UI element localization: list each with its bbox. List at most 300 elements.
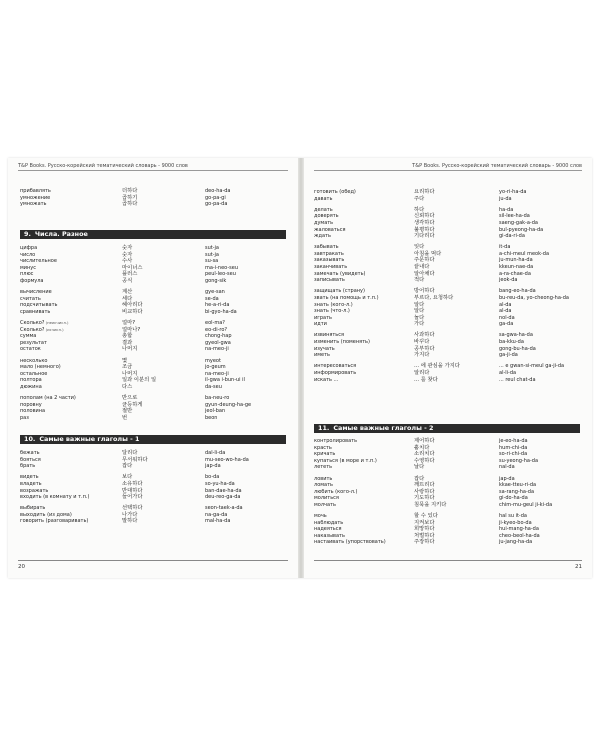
vocab-entry xyxy=(20,327,290,334)
korean-word: 공부하다 xyxy=(414,345,435,352)
russian-word: Сколько? (исчисл.) xyxy=(20,326,64,333)
transliteration: ma-i-neo-seu xyxy=(205,264,238,271)
transliteration: bu-reu-da, yo-cheong-ha-da xyxy=(499,294,569,301)
vocab-entry xyxy=(20,333,290,340)
russian-word: остальное xyxy=(20,370,48,377)
vocab-entry xyxy=(20,271,290,278)
transliteration: su-sa xyxy=(205,258,219,265)
korean-word: 숫자 xyxy=(122,251,133,258)
korean-word: 놀다 xyxy=(414,314,425,321)
transliteration: al-li-da xyxy=(499,369,517,376)
vocab-entry xyxy=(20,201,290,208)
vocab-entry xyxy=(314,257,584,264)
russian-word: молиться xyxy=(314,495,339,502)
section-heading xyxy=(20,230,286,239)
russian-word: кричать xyxy=(314,451,336,458)
transliteration: ... reul chat-da xyxy=(499,376,536,383)
vocab-entry xyxy=(314,189,584,196)
vocab-entry xyxy=(314,288,584,295)
russian-word: Сколько? (неисчисл.) xyxy=(20,320,69,326)
vocab-entry xyxy=(314,332,584,339)
korean-word: 요리하다 xyxy=(414,189,435,195)
russian-word: изменить (поменять) xyxy=(314,339,370,345)
korean-word: ... 에 관심을 가지다 xyxy=(414,363,460,370)
transliteration: hum-chi-da xyxy=(499,444,528,451)
korean-word: 불평하다 xyxy=(414,226,435,233)
transliteration: nal-da xyxy=(499,464,515,471)
vocab-entry xyxy=(20,195,290,202)
russian-word: мочь xyxy=(314,513,327,519)
korean-word: 제어하다 xyxy=(414,438,435,444)
korean-word: 비교하다 xyxy=(122,308,143,315)
transliteration: na-meo-ji xyxy=(205,346,229,353)
transliteration: gyun-deung-ha-ge xyxy=(205,401,252,408)
russian-word: пополам (на 2 части) xyxy=(20,395,76,401)
usage-note: (неисчисл.) xyxy=(44,320,69,325)
korean-word: 계산 xyxy=(122,289,133,296)
russian-word: ломать xyxy=(314,482,333,489)
russian-word: числительное xyxy=(20,258,57,265)
transliteration: bo-da xyxy=(205,474,220,481)
book-spread xyxy=(8,158,592,578)
russian-word: жаловаться xyxy=(314,226,346,233)
russian-word: формула xyxy=(20,278,44,284)
russian-word: защищать (страну) xyxy=(314,288,365,295)
korean-word: 끝내다 xyxy=(414,264,430,270)
korean-word: 알다 xyxy=(414,301,425,308)
transliteration: je-eo-ha-da xyxy=(499,438,528,444)
korean-word: 플러스 xyxy=(122,271,138,278)
korean-word: 할 수 있다 xyxy=(414,513,438,519)
transliteration: jap-da xyxy=(499,475,515,482)
section-title: Числа. Разное xyxy=(34,230,88,238)
right-page xyxy=(304,158,592,578)
russian-word: ждать xyxy=(314,233,331,240)
transliteration: jeok-da xyxy=(499,277,518,284)
korean-word: 나머지 xyxy=(122,346,138,353)
transliteration: yo-ri-ha-da xyxy=(499,189,527,195)
russian-word: плюс xyxy=(20,271,34,278)
transliteration: na-ga-da xyxy=(205,511,228,518)
transliteration: su-yeong-ha-da xyxy=(499,457,539,464)
vocab-entry xyxy=(20,474,290,481)
vocab-entry xyxy=(314,321,584,328)
vocab-entry xyxy=(314,213,584,220)
korean-word: 깨뜨리다 xyxy=(414,482,435,489)
russian-word: наказывать xyxy=(314,532,345,539)
russian-word: настаивать (упорствовать) xyxy=(314,539,386,546)
transliteration: hui-mang-ha-da xyxy=(499,526,539,533)
transliteration: sil-lee-ha-da xyxy=(499,213,530,220)
russian-word: думать xyxy=(314,219,334,226)
russian-word: число xyxy=(20,251,36,258)
transliteration: ju-jang-ha-da xyxy=(499,539,533,546)
russian-word: поровну xyxy=(20,401,42,408)
korean-word: 결과 xyxy=(122,339,133,346)
russian-word: цифра xyxy=(20,245,38,251)
russian-word: любить (кого-л.) xyxy=(314,488,358,495)
transliteration: cheo-beol-ha-da xyxy=(499,532,540,539)
vocab-entry xyxy=(20,494,290,501)
vocab-entry xyxy=(20,457,290,464)
korean-word: ... 를 찾다 xyxy=(414,376,438,383)
russian-word: замечать (увидеть) xyxy=(314,270,366,277)
vocab-entry xyxy=(20,320,290,327)
transliteration: deu-reo-ga-da xyxy=(205,494,241,501)
russian-word: искать ... xyxy=(314,376,339,383)
korean-word: 알다 xyxy=(414,308,425,315)
vocab-entry xyxy=(20,395,290,402)
russian-word: выходить (из дома) xyxy=(20,511,72,518)
russian-word: купаться (в море и т.п.) xyxy=(314,457,377,464)
korean-word: 조금 xyxy=(122,364,133,371)
russian-word: делать xyxy=(314,206,333,213)
korean-word: 공식 xyxy=(122,278,133,284)
vocab-entry xyxy=(314,520,584,527)
vocab-entry xyxy=(20,408,290,415)
korean-word: 균등하게 xyxy=(122,401,143,408)
russian-word: входить (в комнату и т.п.) xyxy=(20,494,90,501)
vocab-entry xyxy=(314,482,584,489)
korean-word: 하다 xyxy=(414,206,425,213)
korean-word: 반대하다 xyxy=(122,487,143,494)
transliteration: so-ri-chi-da xyxy=(499,451,528,458)
vocab-entry xyxy=(314,526,584,533)
transliteration: gong-sik xyxy=(205,278,227,284)
russian-word: заказывать xyxy=(314,257,345,264)
russian-word: знать (кого-л.) xyxy=(314,301,353,308)
transliteration: jo-geum xyxy=(205,364,226,371)
russian-word: изучать xyxy=(314,345,335,352)
vocab-entry xyxy=(20,188,290,195)
korean-word: 생각하다 xyxy=(414,219,435,226)
korean-word: 잊다 xyxy=(414,244,425,251)
vocab-entry xyxy=(20,505,290,512)
transliteration: bi-gyo-ha-da xyxy=(205,308,237,315)
vocab-entry xyxy=(314,438,584,445)
vocab-entry xyxy=(314,339,584,346)
korean-word: 주장하다 xyxy=(414,539,435,546)
russian-word: завтракать xyxy=(314,250,344,257)
vocab-entry xyxy=(314,277,584,284)
russian-word: молчать xyxy=(314,501,336,508)
russian-word: видеть xyxy=(20,474,39,481)
transliteration: saeng-gak-a-da xyxy=(499,219,538,226)
russian-word: иметь xyxy=(314,352,330,359)
korean-word: 기다리다 xyxy=(414,233,435,240)
russian-word: информировать xyxy=(314,369,357,376)
transliteration: gye-san xyxy=(205,289,225,296)
transliteration: eo-di-ro? xyxy=(205,326,228,333)
transliteration: jap-da xyxy=(205,463,221,470)
korean-word: 부르다, 요청하다 xyxy=(414,294,454,301)
transliteration: ju-da xyxy=(499,195,512,202)
korean-word: 말하다 xyxy=(122,518,138,525)
vocab-entry xyxy=(20,415,290,422)
korean-word: 숫자 xyxy=(122,245,133,251)
russian-word: бояться xyxy=(20,456,41,463)
russian-word: контролировать xyxy=(314,438,358,444)
vocab-entry xyxy=(20,278,290,285)
korean-word: 아침을 먹다 xyxy=(414,250,442,257)
vocab-entry xyxy=(314,489,584,496)
section-number: 11. xyxy=(318,424,330,432)
korean-word: 침묵을 지키다 xyxy=(414,501,447,508)
transliteration: ... e gwan-si-meul ga-ji-da xyxy=(499,363,565,370)
transliteration: chong-hap xyxy=(205,333,232,340)
footer-rule xyxy=(18,560,288,561)
russian-word: идти xyxy=(314,321,327,328)
vocab-entry xyxy=(314,370,584,377)
vocab-entry xyxy=(314,464,584,471)
footer-rule xyxy=(314,560,582,561)
korean-word: 일과 이분의 일 xyxy=(122,377,157,384)
running-header: T&P Books. Русско-корейский тематический словарь - 9000 слов xyxy=(412,163,582,169)
transliteration: ji-kyeo-bo-da xyxy=(499,519,532,526)
korean-word: 지켜보다 xyxy=(414,519,435,526)
russian-word: бежать xyxy=(20,450,40,456)
russian-word: раз xyxy=(20,414,29,421)
vocab-entry xyxy=(314,539,584,546)
russian-word: возражать xyxy=(20,487,49,494)
russian-word: мало (немного) xyxy=(20,364,61,371)
korean-word: 헤아리다 xyxy=(122,302,143,309)
vocab-entry xyxy=(314,315,584,322)
vocab-entry xyxy=(20,364,290,371)
vocab-entry xyxy=(20,346,290,353)
transliteration: ba-neu-ro xyxy=(205,395,230,401)
russian-word: извиняться xyxy=(314,332,344,339)
russian-word: остаток xyxy=(20,346,41,353)
transliteration: da-seu xyxy=(205,383,222,390)
korean-word: 선택하다 xyxy=(122,505,143,512)
korean-word: 들어가다 xyxy=(122,494,143,501)
russian-word: вычисление xyxy=(20,289,52,296)
transliteration: na-meo-ji xyxy=(205,370,229,377)
korean-word: 사랑하다 xyxy=(414,488,435,495)
korean-word: 주문하다 xyxy=(414,257,435,264)
vocab-entry xyxy=(314,445,584,452)
vocab-entry xyxy=(314,227,584,234)
vocab-entry xyxy=(314,451,584,458)
transliteration: sa-rang-ha-da xyxy=(499,488,535,495)
vocab-entry xyxy=(314,207,584,214)
transliteration: bang-eo-ha-da xyxy=(499,288,536,295)
russian-word: готовить (обед) xyxy=(314,189,356,195)
vocab-entry xyxy=(314,513,584,520)
vocab-entry xyxy=(314,302,584,309)
korean-word: 곱하다 xyxy=(122,201,138,208)
korean-word: 잡다 xyxy=(122,463,133,470)
vocab-entry xyxy=(314,308,584,315)
russian-word: давать xyxy=(314,195,333,202)
header-rule xyxy=(18,170,288,171)
vocab-entry xyxy=(20,377,290,384)
page-number: 20 xyxy=(18,564,25,570)
russian-word: забывать xyxy=(314,244,339,251)
vocab-entry xyxy=(20,450,290,457)
page-number: 21 xyxy=(575,564,582,570)
vocab-entry xyxy=(314,533,584,540)
korean-word: 몇 xyxy=(122,357,128,364)
vocab-entry xyxy=(314,377,584,384)
russian-word: выбирать xyxy=(20,505,46,512)
transliteration: dal-li-da xyxy=(205,450,226,456)
transliteration: a-ra-chae-da xyxy=(499,270,531,277)
russian-word: наблюдать xyxy=(314,519,344,526)
transliteration: kkae-tteu-ri-da xyxy=(499,482,537,489)
vocab-entry xyxy=(20,340,290,347)
korean-word: 방어하다 xyxy=(414,288,435,295)
vocab-entry xyxy=(314,295,584,302)
korean-word: 나머지 xyxy=(122,370,138,377)
korean-word: 알아채다 xyxy=(414,270,435,277)
korean-word: 세다 xyxy=(122,295,133,302)
vocab-entry xyxy=(20,402,290,409)
transliteration: al-da xyxy=(499,308,512,315)
transliteration: il-gwa i-bun-ui il xyxy=(205,377,245,384)
vocab-entry xyxy=(314,244,584,251)
russian-word: половина xyxy=(20,408,46,415)
korean-word: 더하다 xyxy=(122,188,138,194)
vocab-entry xyxy=(20,358,290,365)
transliteration: gyeol-gwa xyxy=(205,339,231,346)
korean-word: 보다 xyxy=(122,474,133,481)
korean-word: 소유하다 xyxy=(122,480,143,487)
korean-word: 얼마나? xyxy=(122,326,141,333)
korean-word: 수사 xyxy=(122,258,133,265)
korean-word: 수영하다 xyxy=(414,457,435,464)
russian-word: сравнивать xyxy=(20,308,51,315)
vocab-entry xyxy=(314,271,584,278)
vocab-entry xyxy=(314,251,584,258)
russian-word: минус xyxy=(20,264,36,271)
vocab-entry xyxy=(20,265,290,272)
transliteration: nol-da xyxy=(499,314,515,321)
russian-word: заканчивать xyxy=(314,264,348,270)
running-header: T&P Books. Русско-корейский тематический словарь - 9000 слов xyxy=(18,163,188,169)
transliteration: sa-gwa-ha-da xyxy=(499,332,533,339)
korean-word: 다스 xyxy=(122,383,133,390)
transliteration: mu-seo-wo-ha-da xyxy=(205,456,249,463)
russian-word: брать xyxy=(20,463,36,470)
section-number: 9. xyxy=(24,230,31,238)
russian-word: результат xyxy=(20,339,47,346)
vocab-entry xyxy=(20,512,290,519)
section-heading xyxy=(314,424,580,433)
russian-word: доверять xyxy=(314,213,339,220)
transliteration: beon xyxy=(205,414,218,421)
transliteration: a-chi-meul meok-da xyxy=(499,250,550,257)
vocab-entry xyxy=(20,518,290,525)
vocab-entry xyxy=(20,258,290,265)
russian-word: прибавлять xyxy=(20,188,51,194)
russian-word: сумма xyxy=(20,333,37,340)
korean-word: 절반 xyxy=(122,408,133,415)
korean-word: 무서워하다 xyxy=(122,456,148,463)
section-title: Самые важные глаголы - 2 xyxy=(333,424,434,432)
vocab-entry xyxy=(20,245,290,252)
vocab-entry xyxy=(20,309,290,316)
transliteration: jeol-ban xyxy=(205,408,226,415)
vocab-entry xyxy=(314,220,584,227)
russian-word: дюжина xyxy=(20,383,42,390)
transliteration: ba-kku-da xyxy=(499,339,524,345)
russian-word: играть xyxy=(314,314,332,321)
korean-word: 반으로 xyxy=(122,395,138,401)
transliteration: he-a-ri-da xyxy=(205,302,230,309)
transliteration: gong-bu-ha-da xyxy=(499,345,536,352)
transliteration: sut-ja xyxy=(205,251,219,258)
transliteration: ga-ji-da xyxy=(499,352,518,359)
vocab-entry xyxy=(20,296,290,303)
korean-word: 알리다 xyxy=(414,369,430,376)
transliteration: myeot xyxy=(205,357,221,364)
russian-word: интересоваться xyxy=(314,363,357,370)
transliteration: sut-ja xyxy=(205,245,219,251)
vocab-entry xyxy=(20,463,290,470)
vocab-entry xyxy=(314,363,584,370)
transliteration: ga-da xyxy=(499,321,514,328)
korean-word: 사과하다 xyxy=(414,332,435,339)
russian-word: звать (на помощь и т.п.) xyxy=(314,294,379,301)
korean-word: 잡다 xyxy=(414,475,425,482)
section-number: 10. xyxy=(24,435,36,443)
korean-word: 번 xyxy=(122,414,128,421)
transliteration: mal-ha-da xyxy=(205,518,231,525)
transliteration: go-pa-gi xyxy=(205,194,226,201)
russian-word: говорить (разговаривать) xyxy=(20,518,89,525)
korean-word: 적다 xyxy=(414,277,425,284)
transliteration: chim-mu-geul ji-ki-da xyxy=(499,501,553,508)
korean-word: 곱하기 xyxy=(122,194,138,201)
korean-word: 날다 xyxy=(414,464,425,471)
transliteration: ju-mun-ha-da xyxy=(499,257,533,264)
transliteration: deo-ha-da xyxy=(205,188,231,194)
transliteration: hal su it-da xyxy=(499,513,527,519)
vocab-entry xyxy=(314,352,584,359)
russian-word: умножать xyxy=(20,201,47,208)
korean-word: 마이너스 xyxy=(122,264,143,271)
transliteration: al-da xyxy=(499,301,512,308)
russian-word: несколько xyxy=(20,357,48,364)
korean-word: 총합 xyxy=(122,333,133,340)
vocab-entry xyxy=(20,302,290,309)
russian-word: надеяться xyxy=(314,526,342,533)
transliteration: eol-ma? xyxy=(205,320,225,326)
transliteration: gi-da-ri-da xyxy=(499,233,525,240)
section-title: Самые важные глаголы - 1 xyxy=(39,435,140,443)
usage-note: (исчисл.) xyxy=(44,326,64,332)
russian-word: красть xyxy=(314,444,332,451)
vocab-entry xyxy=(20,252,290,259)
korean-word: 가다 xyxy=(414,321,425,328)
korean-word: 소리치다 xyxy=(414,451,435,458)
transliteration: go-pa-da xyxy=(205,201,228,208)
korean-word: 얼마? xyxy=(122,320,136,326)
transliteration: it-da xyxy=(499,244,511,251)
left-page xyxy=(8,158,298,578)
vocab-entry xyxy=(314,264,584,271)
korean-word: 희망하다 xyxy=(414,526,435,533)
transliteration: seon-taek-a-da xyxy=(205,505,243,512)
transliteration: ban-dae-ha-da xyxy=(205,487,242,494)
korean-word: 바꾸다 xyxy=(414,339,430,345)
russian-word: владеть xyxy=(20,480,42,487)
russian-word: записывать xyxy=(314,277,345,284)
russian-word: считать xyxy=(20,295,41,302)
vocab-entry xyxy=(20,384,290,391)
